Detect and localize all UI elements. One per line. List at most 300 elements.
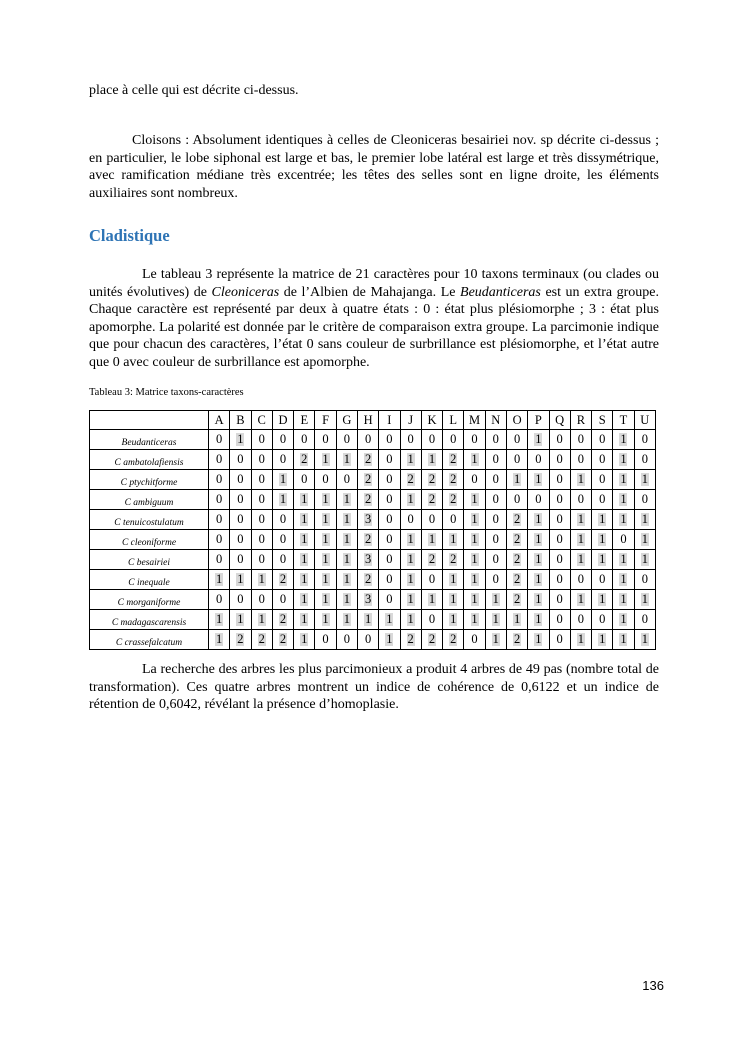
state-value: 1: [492, 632, 499, 646]
state-cell: [443, 490, 464, 510]
state-cell: [549, 450, 570, 470]
state-value: 2: [450, 472, 457, 486]
state-value: 1: [407, 532, 414, 546]
state-cell: [613, 610, 634, 630]
state-value: 0: [556, 512, 563, 526]
state-cell: [251, 610, 272, 630]
state-value: 0: [535, 452, 542, 466]
state-value: 0: [556, 492, 563, 506]
state-cell: [272, 590, 293, 610]
state-value: 1: [577, 512, 585, 526]
state-cell: [251, 510, 272, 530]
state-cell: [294, 530, 315, 550]
state-value: 2: [364, 472, 372, 486]
state-value: 0: [386, 472, 393, 486]
state-cell: [421, 570, 442, 590]
state-value: 1: [535, 632, 542, 646]
state-cell: [400, 470, 421, 490]
state-cell: [294, 570, 315, 590]
state-value: 2: [237, 632, 244, 646]
state-value: 1: [343, 552, 350, 566]
cladistique-text-1: Le tableau 3 représente la matrice de 21 caractères pour 10 taxons terminaux (ou clades ou unités évolutives) de: [89, 267, 659, 300]
state-value: 1: [620, 512, 627, 526]
state-value: 3: [364, 592, 372, 606]
state-cell: [443, 470, 464, 490]
state-value: 0: [386, 512, 393, 526]
state-cell: [570, 570, 591, 590]
state-value: 0: [279, 552, 287, 566]
state-cell: [485, 590, 506, 610]
state-value: 1: [407, 552, 414, 566]
state-value: 1: [386, 632, 393, 646]
table-row: [90, 510, 656, 530]
state-cell: [230, 590, 251, 610]
table-body: [90, 430, 656, 650]
state-cell: [634, 470, 655, 490]
state-value: 0: [216, 532, 223, 546]
state-value: 2: [407, 632, 414, 646]
state-cell: [230, 550, 251, 570]
state-cell: [336, 530, 357, 550]
state-cell: [506, 610, 527, 630]
state-cell: [570, 550, 591, 570]
cladistique-paragraph: [89, 266, 659, 371]
state-cell: [443, 530, 464, 550]
state-cell: [421, 470, 442, 490]
state-cell: [209, 590, 230, 610]
state-value: 2: [279, 612, 287, 626]
state-value: 0: [428, 512, 436, 526]
taxon-name-cell: C tenuicostulatum: [90, 510, 209, 530]
state-cell: [634, 610, 655, 630]
state-cell: [336, 630, 357, 650]
state-value: 0: [237, 452, 244, 466]
state-value: 2: [364, 532, 372, 546]
state-value: 1: [322, 592, 329, 606]
state-cell: [570, 530, 591, 550]
state-value: 1: [428, 592, 436, 606]
state-value: 2: [513, 552, 521, 566]
state-value: 1: [322, 492, 329, 506]
state-value: 3: [364, 512, 372, 526]
state-value: 0: [237, 472, 244, 486]
state-value: 1: [599, 512, 606, 526]
state-value: 0: [450, 512, 457, 526]
state-value: 0: [237, 492, 244, 506]
state-cell: [464, 630, 485, 650]
state-cell: [613, 530, 634, 550]
state-value: 0: [556, 532, 563, 546]
state-value: 2: [428, 632, 436, 646]
state-value: 1: [471, 592, 478, 606]
state-cell: [400, 610, 421, 630]
state-cell: [528, 630, 549, 650]
state-value: 0: [386, 432, 393, 446]
table-row: [90, 490, 656, 510]
state-value: 1: [407, 452, 414, 466]
state-cell: [294, 550, 315, 570]
genus-cleoniceras: Cleoniceras: [211, 284, 280, 300]
state-cell: [400, 430, 421, 450]
state-value: 1: [301, 592, 308, 606]
state-value: 1: [301, 512, 308, 526]
state-value: 0: [641, 432, 648, 446]
state-cell: [528, 570, 549, 590]
table-header-row: [90, 411, 656, 430]
state-value: 0: [279, 432, 287, 446]
state-cell: [230, 470, 251, 490]
state-value: 1: [407, 592, 414, 606]
state-cell: [315, 630, 336, 650]
intro-paragraph: place à celle qui est décrite ci-dessus.: [89, 83, 299, 98]
state-cell: [294, 450, 315, 470]
state-cell: [357, 610, 378, 630]
state-cell: [315, 450, 336, 470]
state-value: 2: [450, 492, 457, 506]
state-cell: [400, 630, 421, 650]
state-cell: [464, 530, 485, 550]
state-cell: [634, 630, 655, 650]
state-value: 0: [556, 612, 563, 626]
table-row: [90, 450, 656, 470]
state-cell: [209, 490, 230, 510]
state-value: 1: [641, 532, 648, 546]
state-cell: [357, 470, 378, 490]
character-header: F: [315, 411, 336, 430]
state-value: 0: [322, 472, 329, 486]
state-value: 0: [492, 432, 499, 446]
state-cell: [230, 570, 251, 590]
character-header: C: [251, 411, 272, 430]
character-header: N: [485, 411, 506, 430]
state-value: 1: [301, 532, 308, 546]
state-cell: [549, 630, 570, 650]
table-caption: Tableau 3: Matrice taxons-caractères: [89, 387, 244, 398]
state-cell: [506, 550, 527, 570]
taxon-name-cell: C ambatolafiensis: [90, 450, 209, 470]
state-value: 2: [364, 452, 372, 466]
state-value: 1: [216, 632, 223, 646]
state-value: 1: [450, 612, 457, 626]
state-value: 1: [535, 592, 542, 606]
state-cell: [230, 510, 251, 530]
state-value: 0: [556, 452, 563, 466]
state-value: 1: [343, 592, 350, 606]
state-value: 0: [599, 612, 606, 626]
state-value: 2: [513, 512, 521, 526]
state-cell: [272, 450, 293, 470]
taxon-name-cell: C morganiforme: [90, 590, 209, 610]
state-cell: [272, 630, 293, 650]
state-value: 3: [364, 552, 372, 566]
state-value: 2: [258, 632, 265, 646]
state-value: 0: [513, 432, 521, 446]
state-cell: [209, 450, 230, 470]
state-value: 0: [471, 432, 478, 446]
taxon-name-cell: C cleoniforme: [90, 530, 209, 550]
state-value: 1: [535, 532, 542, 546]
state-cell: [634, 570, 655, 590]
state-value: 1: [492, 592, 499, 606]
state-value: 2: [279, 632, 287, 646]
state-value: 2: [428, 492, 436, 506]
state-value: 2: [279, 572, 287, 586]
state-value: 0: [258, 552, 265, 566]
state-value: 2: [301, 452, 308, 466]
state-value: 0: [279, 452, 287, 466]
state-cell: [294, 610, 315, 630]
state-cell: [357, 630, 378, 650]
state-value: 0: [599, 452, 606, 466]
state-value: 2: [513, 592, 521, 606]
cladistique-text-3: est un extra groupe. Chaque caractère est représenté par deux à quatre états : 0 : état plus plésiomorphe ; 3 : état plus apomorphe. La polarité est donnée par le critère de comparaison extra groupe. La parcimonie indique que pour chacun des caractères, l’état 0 sans couleur de surbrillance est plésiomorphe, et l’état autre que 0 avec couleur de surbrillance est apomorphe.: [89, 284, 659, 370]
state-cell: [592, 610, 613, 630]
state-value: 1: [620, 552, 627, 566]
state-cell: [294, 590, 315, 610]
state-cell: [464, 490, 485, 510]
state-cell: [336, 510, 357, 530]
state-cell: [506, 630, 527, 650]
state-value: 0: [577, 432, 585, 446]
state-value: 1: [301, 552, 308, 566]
state-cell: [443, 610, 464, 630]
state-cell: [570, 510, 591, 530]
section-heading: Cladistique: [89, 226, 170, 245]
state-value: 0: [428, 612, 436, 626]
state-cell: [400, 550, 421, 570]
state-cell: [209, 570, 230, 590]
state-cell: [251, 530, 272, 550]
state-cell: [570, 630, 591, 650]
state-cell: [528, 490, 549, 510]
state-value: 1: [407, 572, 414, 586]
state-cell: [379, 490, 400, 510]
state-value: 2: [364, 572, 372, 586]
state-value: 0: [258, 592, 265, 606]
state-value: 1: [301, 612, 308, 626]
state-cell: [613, 570, 634, 590]
state-value: 1: [471, 612, 478, 626]
page-number: 136: [642, 978, 664, 993]
state-cell: [443, 510, 464, 530]
state-value: 1: [471, 492, 478, 506]
state-value: 0: [471, 632, 478, 646]
state-cell: [549, 570, 570, 590]
character-header: J: [400, 411, 421, 430]
state-cell: [443, 450, 464, 470]
state-value: 0: [322, 632, 329, 646]
state-cell: [357, 550, 378, 570]
state-value: 0: [556, 472, 563, 486]
state-value: 1: [471, 512, 478, 526]
state-cell: [570, 450, 591, 470]
state-value: 1: [471, 552, 478, 566]
cloisons-paragraph: Cloisons : Absolument identiques à celles de Cleoniceras besairiei nov. sp décrite ci-dessus ; en particulier, le lobe siphonal est large et bas, le premier lobe latéral est large et très dissymétrique, avec ramification médiane très excentrée; les têtes des selles sont en ligne droite, les éléments auxiliaires sont nombreux.: [89, 133, 659, 201]
state-cell: [336, 430, 357, 450]
state-cell: [272, 570, 293, 590]
state-value: 0: [599, 492, 606, 506]
state-value: 1: [279, 472, 287, 486]
state-cell: [592, 550, 613, 570]
state-value: 0: [301, 472, 308, 486]
state-cell: [272, 470, 293, 490]
character-header: Q: [549, 411, 570, 430]
state-cell: [528, 430, 549, 450]
state-value: 0: [386, 452, 393, 466]
state-cell: [315, 610, 336, 630]
state-cell: [251, 550, 272, 570]
state-value: 0: [386, 532, 393, 546]
state-cell: [506, 570, 527, 590]
state-cell: [379, 510, 400, 530]
state-cell: [592, 450, 613, 470]
state-value: 1: [641, 632, 648, 646]
table-corner-cell: [90, 411, 209, 430]
state-cell: [528, 610, 549, 630]
state-value: 0: [471, 472, 478, 486]
state-value: 1: [620, 492, 627, 506]
state-cell: [464, 570, 485, 590]
state-cell: [421, 510, 442, 530]
table-row: [90, 430, 656, 450]
state-value: 1: [428, 532, 436, 546]
state-cell: [485, 470, 506, 490]
state-cell: [592, 490, 613, 510]
state-cell: [357, 530, 378, 550]
state-cell: [634, 510, 655, 530]
character-header: D: [272, 411, 293, 430]
state-cell: [400, 590, 421, 610]
state-cell: [357, 570, 378, 590]
state-value: 0: [577, 492, 585, 506]
state-value: 1: [471, 572, 478, 586]
state-value: 2: [513, 532, 521, 546]
state-value: 0: [577, 612, 585, 626]
state-value: 0: [258, 532, 265, 546]
state-cell: [272, 490, 293, 510]
state-cell: [485, 550, 506, 570]
state-cell: [485, 450, 506, 470]
state-value: 1: [407, 492, 414, 506]
state-cell: [613, 510, 634, 530]
state-value: 1: [599, 532, 606, 546]
state-value: 0: [364, 632, 372, 646]
state-value: 0: [216, 432, 223, 446]
state-value: 1: [535, 572, 542, 586]
state-value: 1: [641, 472, 648, 486]
state-value: 1: [513, 472, 521, 486]
state-value: 0: [492, 572, 499, 586]
state-cell: [315, 510, 336, 530]
state-value: 0: [492, 472, 499, 486]
taxon-name-cell: C inequale: [90, 570, 209, 590]
state-value: 0: [279, 512, 287, 526]
state-value: 0: [599, 472, 606, 486]
state-value: 1: [535, 432, 542, 446]
state-value: 1: [599, 552, 606, 566]
taxon-name-cell: C madagascarensis: [90, 610, 209, 630]
state-value: 0: [386, 592, 393, 606]
taxon-name-cell: C crassefalcatum: [90, 630, 209, 650]
state-value: 1: [322, 452, 329, 466]
state-value: 0: [258, 512, 265, 526]
state-value: 1: [471, 532, 478, 546]
state-cell: [294, 510, 315, 530]
taxon-name-cell: Beudanticeras: [90, 430, 209, 450]
state-cell: [570, 590, 591, 610]
state-value: 0: [535, 492, 542, 506]
state-cell: [315, 590, 336, 610]
state-cell: [592, 430, 613, 450]
state-cell: [634, 530, 655, 550]
state-cell: [357, 490, 378, 510]
state-cell: [421, 550, 442, 570]
state-cell: [421, 610, 442, 630]
state-cell: [613, 450, 634, 470]
taxon-name-cell: C ambiguum: [90, 490, 209, 510]
state-value: 2: [450, 632, 457, 646]
state-value: 0: [258, 492, 265, 506]
state-value: 0: [216, 512, 223, 526]
state-value: 0: [237, 552, 244, 566]
state-value: 0: [301, 432, 308, 446]
character-header: M: [464, 411, 485, 430]
state-cell: [272, 430, 293, 450]
state-cell: [464, 610, 485, 630]
state-value: 1: [386, 612, 393, 626]
state-cell: [549, 430, 570, 450]
state-cell: [294, 470, 315, 490]
state-cell: [336, 450, 357, 470]
state-cell: [272, 550, 293, 570]
state-cell: [315, 430, 336, 450]
state-value: 1: [535, 552, 542, 566]
state-cell: [315, 570, 336, 590]
state-cell: [506, 470, 527, 490]
state-cell: [379, 590, 400, 610]
state-value: 2: [513, 572, 521, 586]
taxon-name-cell: C besairiei: [90, 550, 209, 570]
state-cell: [570, 490, 591, 510]
state-value: 1: [237, 572, 244, 586]
state-cell: [251, 470, 272, 490]
state-value: 0: [258, 432, 265, 446]
state-cell: [230, 430, 251, 450]
state-cell: [613, 550, 634, 570]
state-value: 1: [577, 472, 585, 486]
state-cell: [336, 610, 357, 630]
state-cell: [357, 590, 378, 610]
state-cell: [230, 630, 251, 650]
state-value: 1: [577, 592, 585, 606]
state-cell: [570, 470, 591, 490]
state-cell: [336, 550, 357, 570]
state-cell: [485, 490, 506, 510]
state-value: 2: [428, 472, 436, 486]
state-cell: [230, 490, 251, 510]
state-value: 0: [492, 512, 499, 526]
table-row: [90, 530, 656, 550]
state-value: 0: [343, 632, 350, 646]
state-value: 0: [492, 452, 499, 466]
state-cell: [209, 510, 230, 530]
state-cell: [421, 630, 442, 650]
state-cell: [485, 510, 506, 530]
character-header: A: [209, 411, 230, 430]
cladistique-text-2: de l’Albien de Mahajanga. Le: [279, 284, 461, 300]
state-value: 1: [535, 612, 542, 626]
state-value: 1: [343, 452, 350, 466]
